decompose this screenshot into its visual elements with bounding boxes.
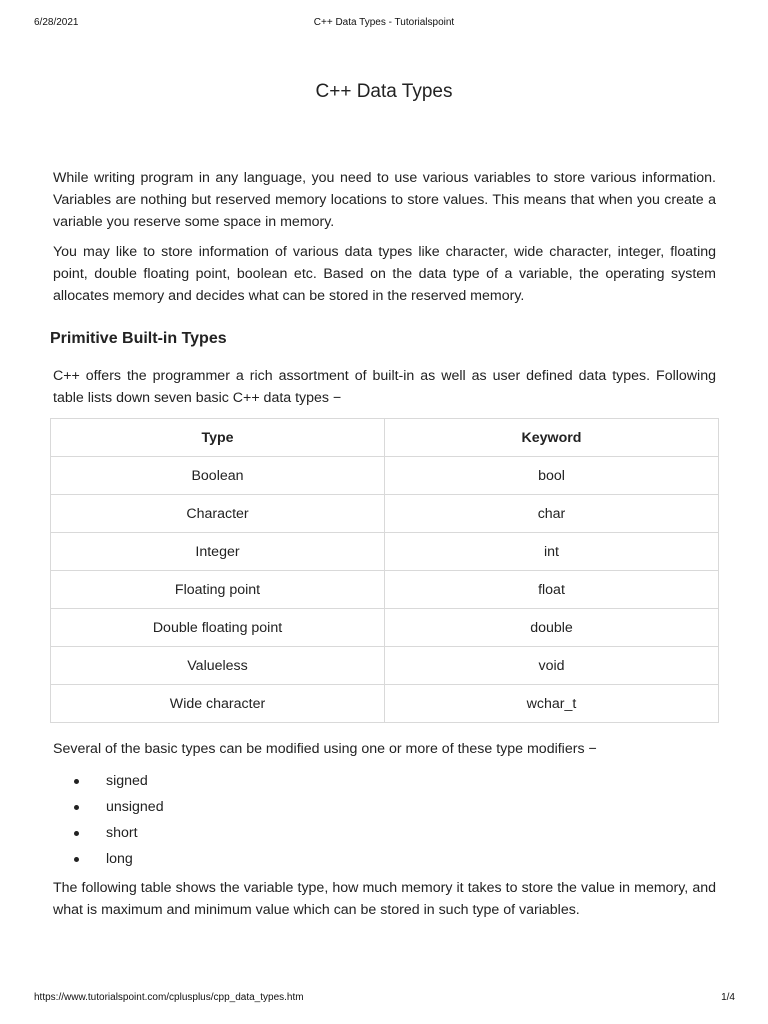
print-footer xyxy=(0,992,768,1006)
section-intro-paragraph: C++ offers the programmer a rich assortment of built-in as well as user defined data types. Following table lists down seven basic C++ data types − xyxy=(53,368,716,406)
table-row xyxy=(51,571,719,609)
column-header-keyword: Keyword xyxy=(385,419,719,457)
table-row xyxy=(51,457,719,495)
table-header-row xyxy=(51,419,719,457)
table-row xyxy=(51,685,719,723)
bullet-icon xyxy=(74,831,79,836)
keyword-cell: int xyxy=(385,533,719,571)
closing-paragraph: The following table shows the variable type, how much memory it takes to store the value in memory, and what is maximum and minimum value which can be stored in such type of variables. xyxy=(53,880,716,918)
page-number: 1/4 xyxy=(721,992,735,1003)
table-row xyxy=(51,647,719,685)
print-page-title: C++ Data Types - Tutorialspoint xyxy=(313,17,455,28)
section-heading: Primitive Built-in Types xyxy=(50,330,227,347)
bullet-icon xyxy=(74,779,79,784)
keyword-cell: void xyxy=(385,647,719,685)
list-item xyxy=(74,822,164,848)
list-item-label: short xyxy=(106,825,138,841)
list-item-label: unsigned xyxy=(106,799,164,815)
modifiers-intro-paragraph: Several of the basic types can be modified using one or more of these type modifiers − xyxy=(53,741,597,757)
type-cell: Valueless xyxy=(51,647,385,685)
page-title: C++ Data Types xyxy=(315,81,453,102)
table-row xyxy=(51,609,719,647)
list-item-label: long xyxy=(106,851,133,867)
table-row xyxy=(51,495,719,533)
table-row xyxy=(51,533,719,571)
type-cell: Integer xyxy=(51,533,385,571)
type-cell: Wide character xyxy=(51,685,385,723)
list-item-label: signed xyxy=(106,773,148,789)
modifiers-list xyxy=(74,770,164,874)
data-types-table xyxy=(50,418,719,723)
column-header-type: Type xyxy=(51,419,385,457)
print-url: https://www.tutorialspoint.com/cplusplus/cpp_data_types.htm xyxy=(34,992,304,1003)
list-item xyxy=(74,848,164,874)
type-cell: Character xyxy=(51,495,385,533)
type-cell: Floating point xyxy=(51,571,385,609)
bullet-icon xyxy=(74,805,79,810)
print-date: 6/28/2021 xyxy=(34,17,79,28)
keyword-cell: char xyxy=(385,495,719,533)
bullet-icon xyxy=(74,857,79,862)
keyword-cell: bool xyxy=(385,457,719,495)
intro-paragraph-1: While writing program in any language, you need to use various variables to store various information. Variables are nothing but reserved memory locations to store values. This means that when you create a variable you reserve some space in memory. xyxy=(53,170,716,230)
intro-paragraph-2: You may like to store information of various data types like character, wide character, integer, floating point, double floating point, boolean etc. Based on the data type of a variable, the operating system allocates memory and decides what can be stored in the reserved memory. xyxy=(53,244,716,304)
keyword-cell: float xyxy=(385,571,719,609)
type-cell: Double floating point xyxy=(51,609,385,647)
list-item xyxy=(74,796,164,822)
print-header xyxy=(0,17,768,31)
keyword-cell: wchar_t xyxy=(385,685,719,723)
keyword-cell: double xyxy=(385,609,719,647)
list-item xyxy=(74,770,164,796)
type-cell: Boolean xyxy=(51,457,385,495)
